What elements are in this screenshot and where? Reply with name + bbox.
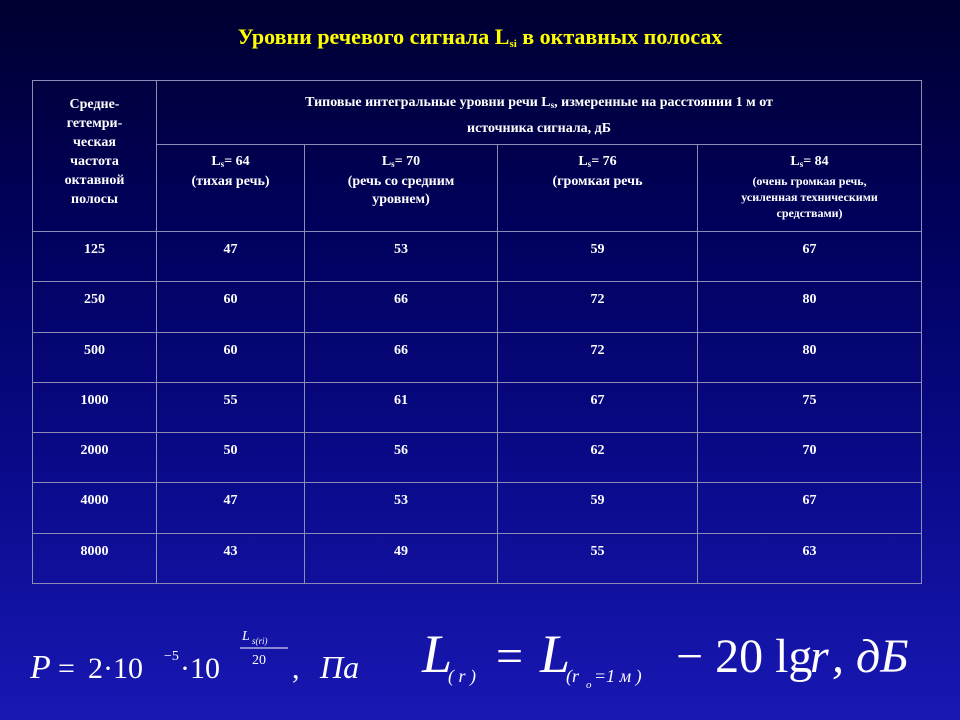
- level-description: уровнем): [372, 192, 430, 207]
- freq-header-line: октавной: [64, 173, 125, 188]
- freq-header-line: гетемри-: [66, 116, 123, 131]
- table-header-row: [33, 81, 922, 145]
- level-cell: 67: [498, 382, 698, 432]
- freq-header-line: частота: [70, 154, 119, 169]
- freq-cell: 2000: [33, 433, 157, 483]
- freq-cell: 8000: [33, 533, 157, 583]
- level-cell: 47: [157, 232, 305, 282]
- level-cell: 66: [305, 332, 498, 382]
- freq-header-line: Средне-: [69, 97, 120, 112]
- freq-cell: 1000: [33, 382, 157, 432]
- level-cell: 67: [698, 483, 922, 533]
- formula2-lhs: L: [422, 624, 453, 684]
- level-formula-graphic: [418, 608, 938, 698]
- formula-unit: Па: [320, 649, 360, 685]
- table-row: [33, 382, 922, 432]
- formula2-eq: =: [496, 630, 524, 683]
- level-cell: 72: [498, 332, 698, 382]
- formula-two: 2·10: [88, 652, 143, 685]
- freq-header-line: полосы: [71, 192, 118, 207]
- level-cell: 72: [498, 282, 698, 332]
- speech-levels-table: [32, 80, 922, 584]
- formula-exp-den: 20: [252, 653, 266, 668]
- level-value: $L_s= 76$: [578, 154, 617, 169]
- freq-header-line: ческая: [73, 135, 116, 150]
- level-value: $L_s= 64$: [211, 154, 250, 169]
- formula-exp-num: L: [242, 629, 250, 644]
- formula-exp1: −5: [164, 649, 179, 664]
- level-column-header: [498, 145, 698, 232]
- level-description: (очень громкая речь,: [752, 174, 867, 188]
- level-value: $L_s= 70$: [381, 154, 421, 169]
- level-cell: 66: [305, 282, 498, 332]
- level-cell: 55: [498, 533, 698, 583]
- formula2-rhs-sub: (r: [566, 666, 579, 686]
- freq-cell: 500: [33, 332, 157, 382]
- formula2-lhs-sub: ( r ): [448, 666, 476, 686]
- level-cell: 60: [157, 332, 305, 382]
- level-distance-formula: [418, 608, 938, 703]
- level-description: усиленная техническими: [741, 190, 878, 204]
- level-cell: 80: [698, 332, 922, 382]
- level-cell: 63: [698, 533, 922, 583]
- level-column-header: [698, 145, 922, 232]
- levels-group-header: [157, 81, 922, 145]
- group-header-line2: источника сигнала, дБ: [467, 121, 612, 136]
- level-cell: 75: [698, 382, 922, 432]
- level-value: $L_s= 84$: [790, 154, 829, 169]
- level-description: средствами): [776, 206, 843, 220]
- level-cell: 55: [157, 382, 305, 432]
- formula-exp-num-sub: s(ri): [252, 636, 268, 646]
- level-cell: 47: [157, 483, 305, 533]
- level-cell: 59: [498, 483, 698, 533]
- level-cell: 61: [305, 382, 498, 432]
- level-column-header: [157, 145, 305, 232]
- level-cell: 59: [498, 232, 698, 282]
- pressure-formula: [30, 626, 390, 697]
- formula-comma: ,: [292, 652, 300, 685]
- level-cell: 62: [498, 433, 698, 483]
- formula2-r: r: [810, 630, 829, 683]
- freq-cell: 4000: [33, 483, 157, 533]
- table-row: [33, 533, 922, 583]
- title-subscript: si: [509, 38, 517, 50]
- freq-column-header: [33, 81, 157, 232]
- title-main: Уровни речевого сигнала L: [237, 24, 510, 49]
- formula2-rhs-sub3: =1 м ): [594, 666, 642, 686]
- formula2-unit: , дБ: [832, 630, 909, 683]
- title-tail: в октавных полосах: [516, 24, 723, 49]
- level-cell: 49: [305, 533, 498, 583]
- table-row: [33, 433, 922, 483]
- group-header-line1: Типовые интегральные уровни речи $L_s$, измеренные на расстоянии 1 м от: [305, 95, 773, 110]
- table-row: [33, 282, 922, 332]
- formula-p: P: [30, 649, 51, 686]
- formula-dot: ·10: [180, 652, 220, 685]
- level-cell: 70: [698, 433, 922, 483]
- formula-eq: =: [58, 652, 75, 685]
- page-title: [0, 24, 960, 50]
- formula2-rhs-sub2: o: [586, 679, 592, 691]
- level-cell: 60: [157, 282, 305, 332]
- table-row: [33, 332, 922, 382]
- level-column-header: [305, 145, 498, 232]
- level-cell: 50: [157, 433, 305, 483]
- formula2-rhs: L: [540, 624, 571, 684]
- level-cell: 80: [698, 282, 922, 332]
- table-row: [33, 483, 922, 533]
- freq-cell: 125: [33, 232, 157, 282]
- level-cell: 67: [698, 232, 922, 282]
- level-description: (речь со средним: [347, 174, 455, 189]
- formula2-minus: − 20 lg: [676, 630, 813, 683]
- pressure-formula-graphic: [30, 626, 390, 692]
- level-cell: 56: [305, 433, 498, 483]
- level-description: (громкая речь: [552, 174, 643, 189]
- level-cell: 43: [157, 533, 305, 583]
- level-cell: 53: [305, 232, 498, 282]
- freq-cell: 250: [33, 282, 157, 332]
- table-row: [33, 232, 922, 282]
- level-cell: 53: [305, 483, 498, 533]
- table-subheader-row: [33, 145, 922, 232]
- level-description: (тихая речь): [191, 174, 270, 189]
